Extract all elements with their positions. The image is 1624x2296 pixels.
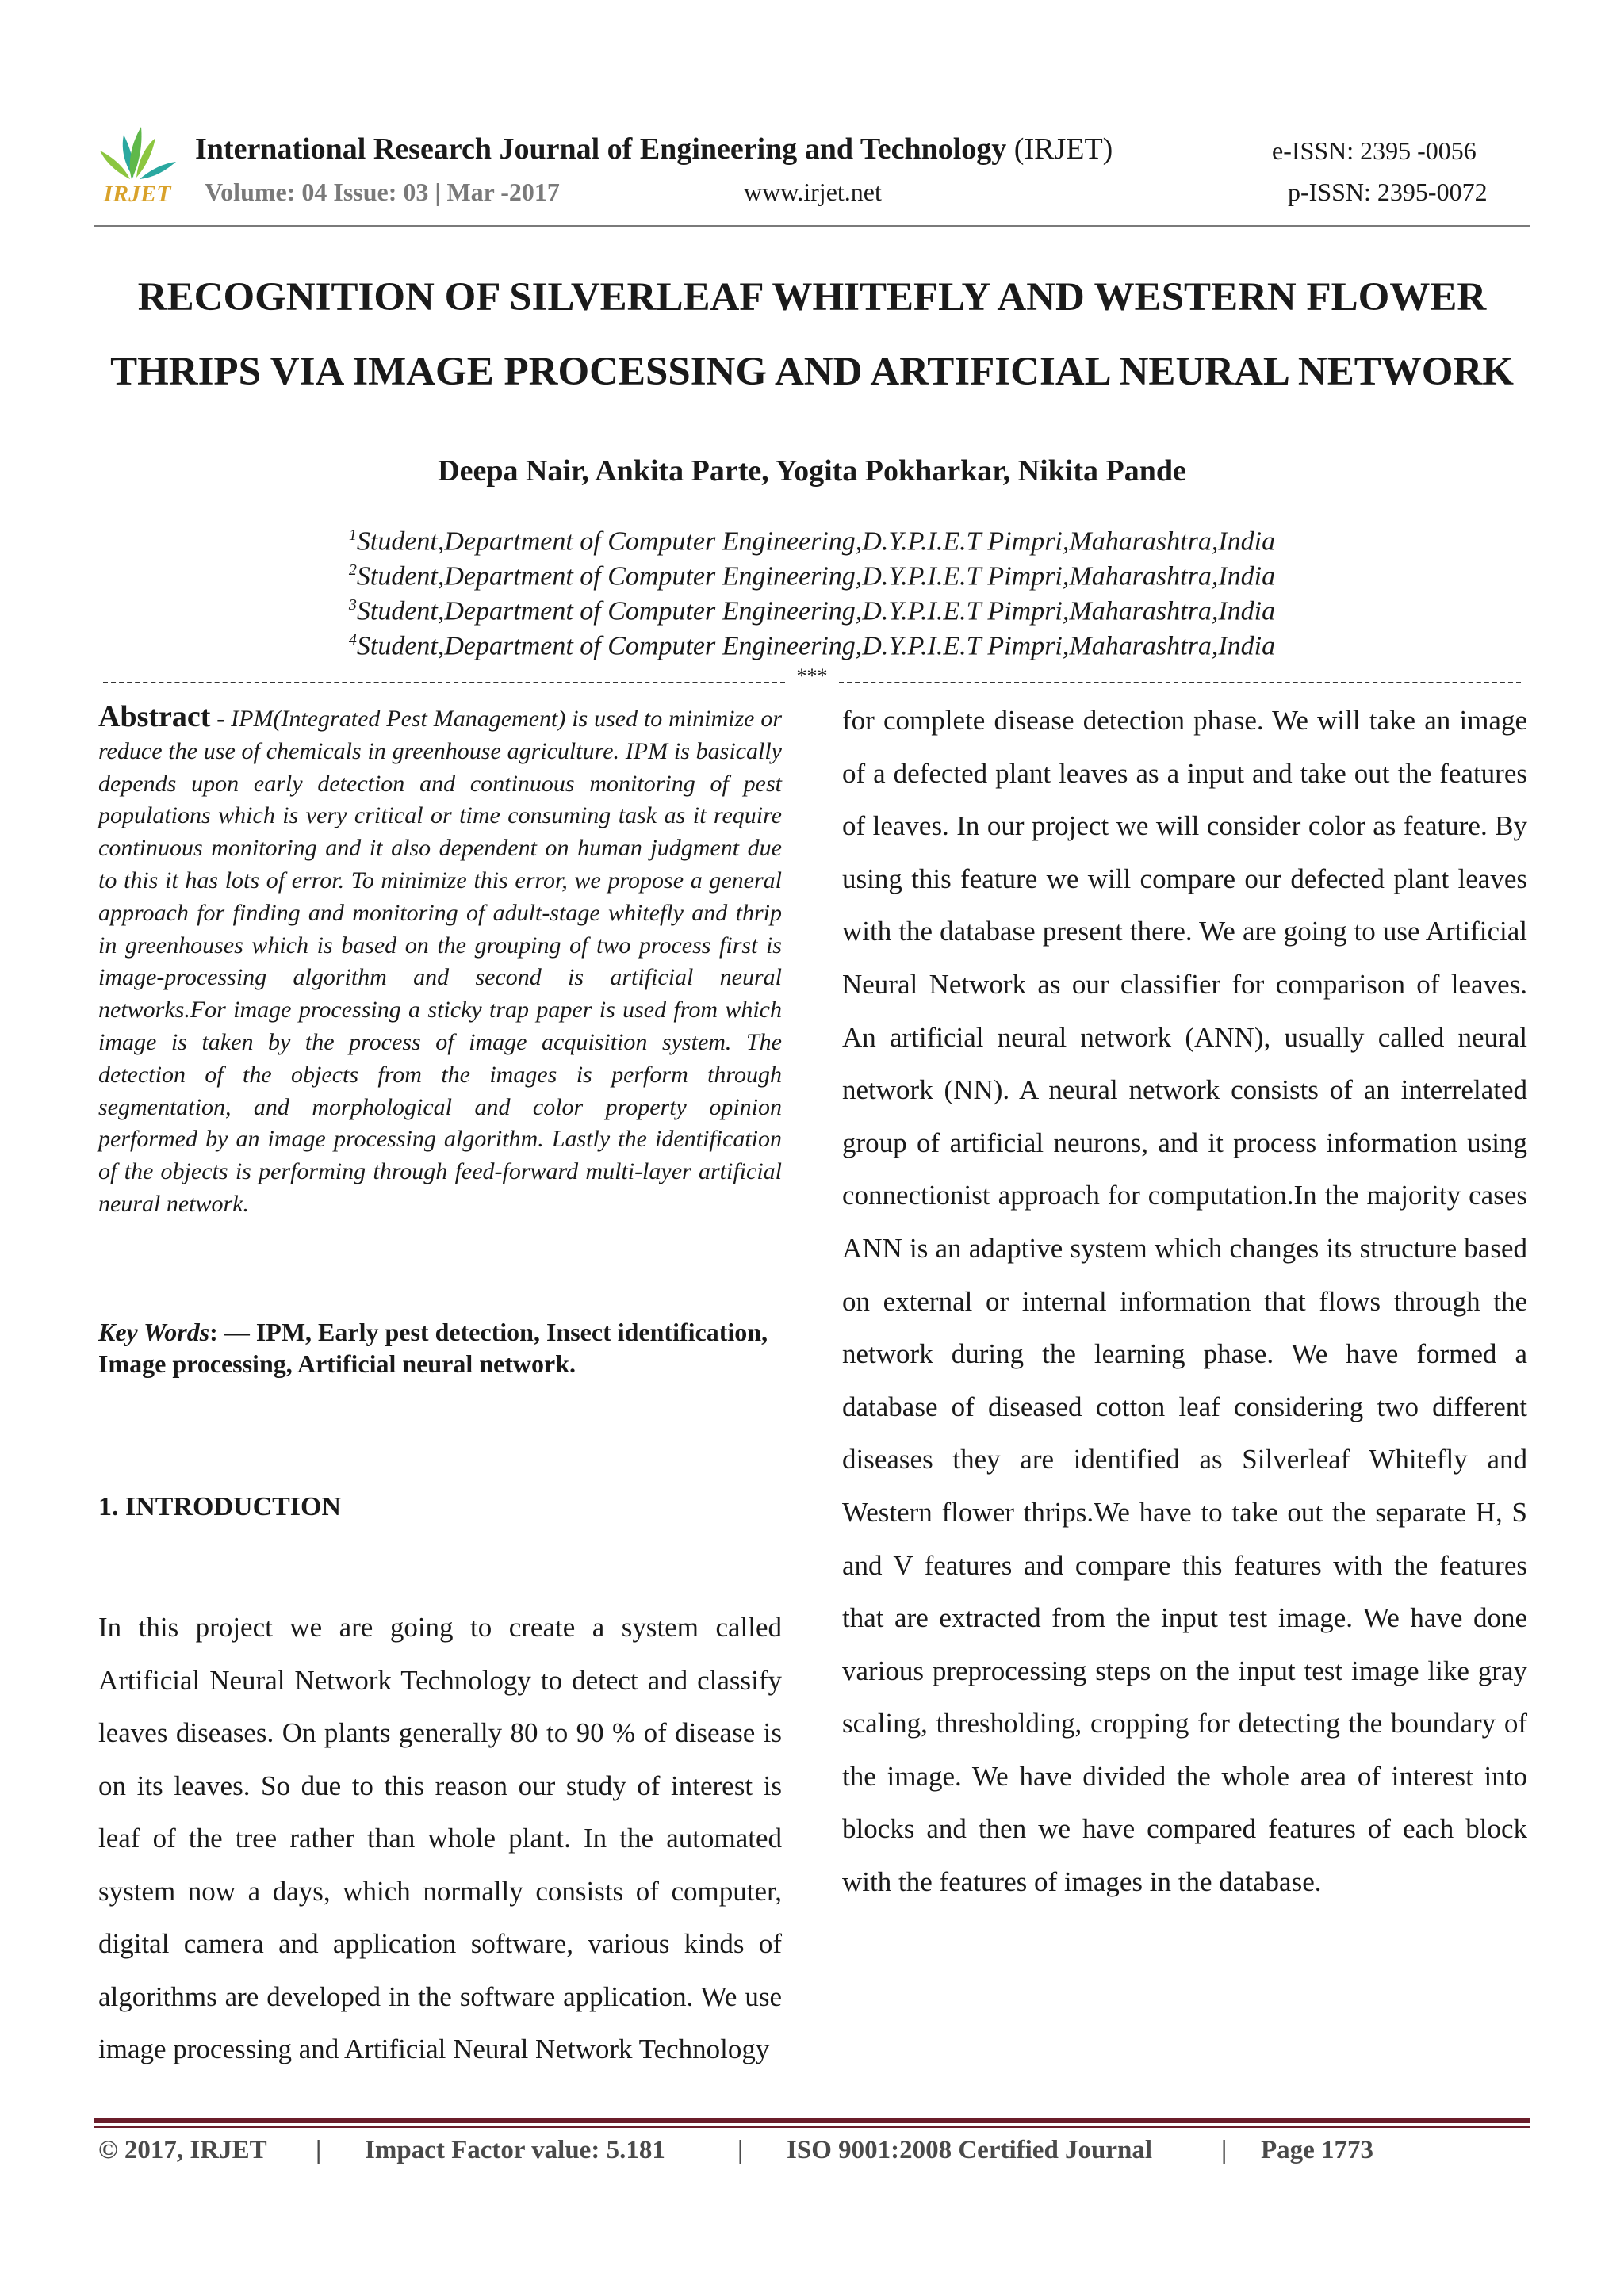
footer-copyright: © 2017, IRJET [98, 2136, 267, 2164]
affiliation-3: $^3$Student,Department of Computer Engineering,D.Y.P.I.E.T Pimpri,Maharashtra,India [348, 596, 1276, 626]
footer-separator: | [737, 2136, 744, 2164]
footer-impact-factor: Impact Factor value: 5.181 [365, 2136, 665, 2164]
keywords: Key Words: — IPM, Early pest detection, Insect identification, Image processing, Artificial neural network. [98, 1318, 768, 1378]
authors: Deepa Nair, Ankita Parte, Yogita Pokharkar, Nikita Pande [438, 454, 1186, 488]
abstract-heading: Abstract [98, 700, 211, 733]
separator-stars: *** [796, 664, 828, 687]
header-divider [94, 225, 1530, 227]
footer-iso: ISO 9001:2008 Certified Journal [787, 2136, 1153, 2164]
journal-abbr: (IRJET) [1013, 132, 1113, 166]
section-heading-introduction: 1. INTRODUCTION [98, 1492, 342, 1521]
footer-divider-thin [94, 2126, 1530, 2128]
irjet-logo [94, 119, 181, 208]
abstract: Abstract - IPM(Integrated Pest Management) is used to minimize or reduce the use of chemicals in greenhouse agriculture. IPM is basically depends upon early detection and continuous monitoring of pest populations which is very critical or time consuming task as it require continuous monitoring and it also dependent on human judgment due to this it has lots of error. To minimize this error, we propose a general approach for finding and monitoring of adult-stage whitefly and thrip in greenhouses which is based on the grouping of two process first is image-processing algorithm and second is artificial neural networks.For image processing a sticky trap paper is used from which image is taken by the process of image acquisition system. The detection of the objects from the images is perform through segmentation, and morphological and color property opinion performed by an image processing algorithm. Lastly the identification of the objects is performing through feed-forward multi-layer artificial neural network. [98, 700, 782, 1217]
introduction-text: In this project we are going to create a system called Artificial Neural Network Technology to detect and classify leaves diseases. On plants generally 80 to 90 % of disease is on its leaves. So due to this reason our study of interest is leaf of the tree rather than whole plant. In the automated system now a days, which normally consists of computer, digital camera and application software, various kinds of algorithms are developed in the software application. We use image processing and Artificial Neural Network Technology [98, 1612, 782, 2064]
footer-page-number: Page 1773 [1261, 2136, 1374, 2164]
footer-divider-thick [94, 2118, 1530, 2123]
affiliation-1: $^1$Student,Department of Computer Engineering,D.Y.P.I.E.T Pimpri,Maharashtra,India [348, 526, 1276, 557]
keywords-label: Key Words [98, 1318, 210, 1346]
affiliation-4: $^4$Student,Department of Computer Engineering,D.Y.P.I.E.T Pimpri,Maharashtra,India [348, 631, 1276, 661]
affiliation-2: $^2$Student,Department of Computer Engineering,D.Y.P.I.E.T Pimpri,Maharashtra,India [348, 561, 1276, 591]
section-separator [103, 664, 1521, 693]
p-issn: p-ISSN: 2395-0072 [1288, 178, 1488, 206]
journal-website[interactable]: www.irjet.net [744, 178, 882, 206]
e-issn: e-ISSN: 2395 -0056 [1272, 136, 1477, 165]
journal-title [195, 132, 1113, 166]
footer-separator: | [1221, 2136, 1228, 2164]
paper-title-line-2: THRIPS VIA IMAGE PROCESSING AND ARTIFICIAL NEURAL NETWORK [110, 350, 1514, 394]
volume-issue: Volume: 04 Issue: 03 | Mar -2017 [205, 178, 560, 206]
abstract-text: IPM(Integrated Pest Management) is used to minimize or reduce the use of chemicals in greenhouse agriculture. IPM is basically depends upon early detection and continuous monitoring of pest populations which is very critical or time consuming task as it require continuous monitoring and it also dependent on human judgment due to this it has lots of error. To minimize this error, we propose a general approach for finding and monitoring of adult-stage whitefly and thrip in greenhouses which is based on the grouping of two process first is image-processing algorithm and second is artificial neural networks.For image processing a sticky trap paper is used from which image is taken by the process of image acquisition system. The detection of the objects from the images is perform through segmentation, and morphological and color property opinion performed by an image processing algorithm. Lastly the identification of the objects is performing through feed-forward multi-layer artificial neural network. [98, 706, 782, 1217]
paper-title-line-1: RECOGNITION OF SILVERLEAF WHITEFLY AND WESTERN FLOWER [137, 275, 1487, 320]
keywords-text: IPM, Early pest detection, Insect identification, Image processing, Artificial neural network. [98, 1318, 768, 1378]
footer-separator: | [316, 2136, 322, 2164]
journal-name: International Research Journal of Engineering and Technology [195, 132, 1007, 166]
right-column-text: for complete disease detection phase. We will take an image of a defected plant leaves as a input and take out the features of leaves. In our project we will consider color as feature. By using this feature we will compare our defected plant leaves with the database present there. We are going to use Artificial Neural Network as our classifier for comparison of leaves. An artificial neural network (ANN), usually called neural network (NN). A neural network consists of an interrelated group of artificial neurons, and it process information using connectionist approach for computation.In the majority cases ANN is an adaptive system which changes its structure based on external or internal information that flows through the network during the learning phase. We have formed a database of diseased cotton leaf considering two different diseases they are identified as Silverleaf Whitefly and Western flower thrips.We have to take out the separate H, S and V features and compare this features with the features that are extracted from the input test image. We have done various preprocessing steps on the input test image like gray scaling, thresholding, cropping for detecting the boundary of the image. We have divided the whole area of interest into blocks and then we have compared features of each block with the features of images in the database. [842, 705, 1527, 1898]
logo-text: IRJET [103, 181, 171, 207]
